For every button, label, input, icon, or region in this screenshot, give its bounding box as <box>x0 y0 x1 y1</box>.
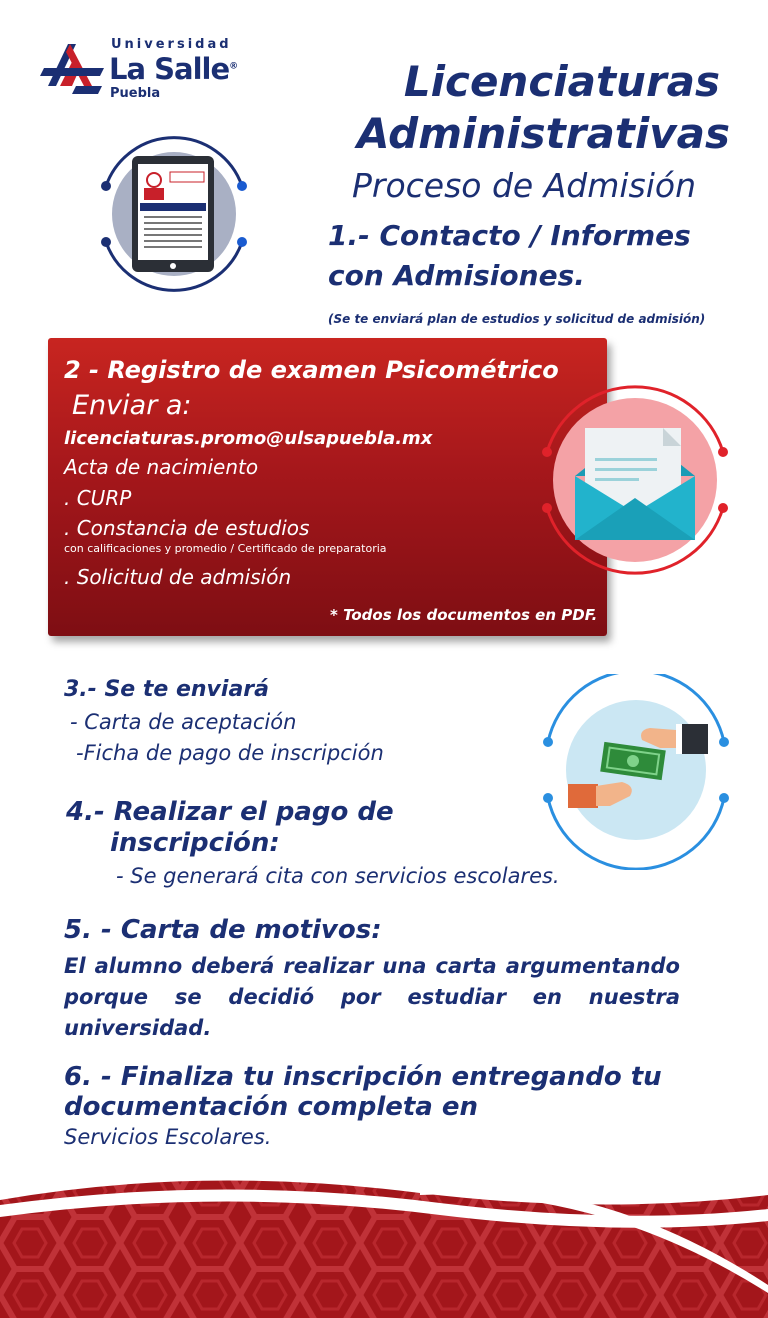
step2-item-constancia-detail: con calificaciones y promedio / Certificado de preparatoria <box>64 542 387 555</box>
step4-title-line1: 4.- Realizar el pago de <box>66 797 394 827</box>
bottom-wave-pattern <box>0 1165 768 1318</box>
money-exchange-icon <box>538 674 734 870</box>
step2-send-to: Enviar a: <box>72 390 192 421</box>
envelope-icon <box>535 378 735 578</box>
step3-title: 3.- Se te enviará <box>64 677 269 702</box>
logo-name-text: La Salle® <box>109 52 238 86</box>
step1-title: 1.- Contacto / Informes con Admisiones. <box>328 219 691 292</box>
page-subtitle: Proceso de Admisión <box>352 166 697 205</box>
step2-item-constancia: . Constancia de estudios <box>64 516 310 540</box>
step4-title-line2: inscripción: <box>110 828 280 858</box>
step2-pdf-note: * Todos los documentos en PDF. <box>330 606 598 624</box>
tablet-icon <box>84 124 264 304</box>
logo-city-text: Puebla <box>110 86 161 101</box>
step2-email-link[interactable]: licenciaturas.promo@ulsapuebla.mx <box>64 428 433 449</box>
step2-title: 2 - Registro de examen Psicométrico <box>64 356 559 384</box>
la-salle-logo-icon <box>40 38 108 96</box>
step5-text: El alumno deberá realizar una carta argumentando porque se decidió por estudiar en nuestra universidad. <box>64 954 680 1040</box>
step3-item-carta: - Carta de aceptación <box>70 710 297 734</box>
page-title-line1: Licenciaturas <box>403 57 720 106</box>
step3-item-ficha: -Ficha de pago de inscripción <box>76 741 384 765</box>
step6-text: Servicios Escolares. <box>64 1125 272 1149</box>
step6-title: 6. - Finaliza tu inscripción entregando tu documentación completa en <box>64 1062 662 1122</box>
page-title-line2: Administrativas <box>356 109 730 158</box>
logo-university-text: Universidad <box>111 37 232 52</box>
step2-item-acta: Acta de nacimiento <box>64 455 259 479</box>
step1-note: (Se te enviará plan de estudios y solicitud de admisión) <box>328 312 706 326</box>
step2-item-solicitud: . Solicitud de admisión <box>64 565 292 589</box>
step2-item-curp: . CURP <box>64 486 132 510</box>
step4-detail: - Se generará cita con servicios escolares. <box>116 864 560 888</box>
step5-title: 5. - Carta de motivos: <box>64 915 382 945</box>
